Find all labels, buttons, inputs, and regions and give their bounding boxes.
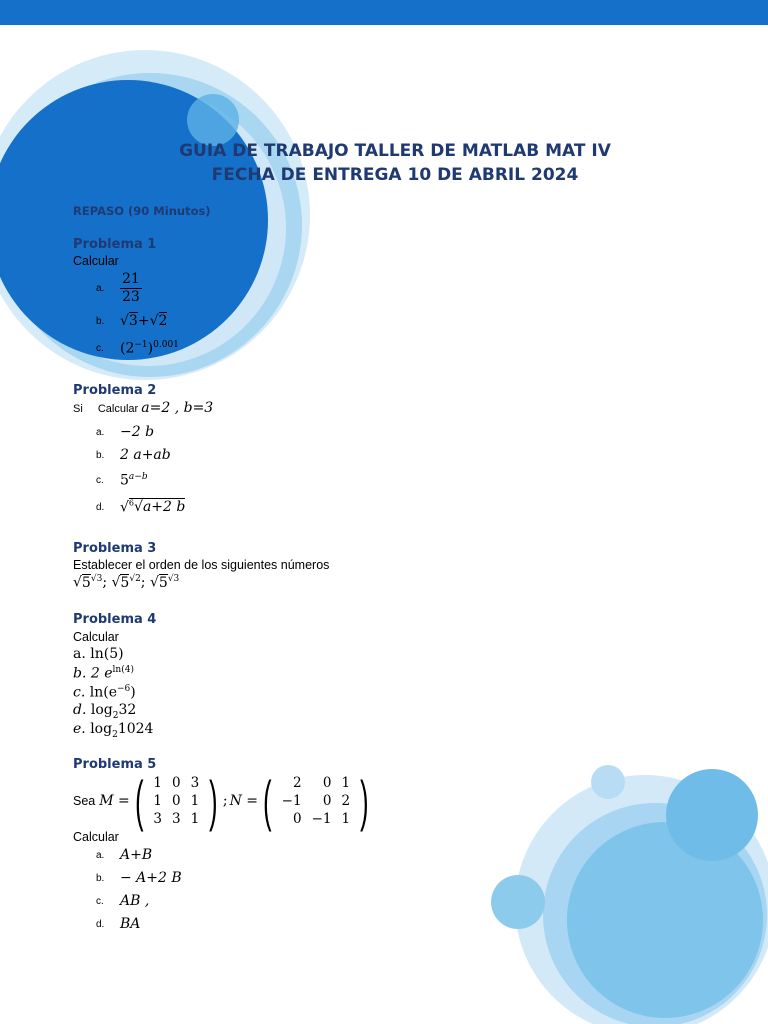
matrix-cell: 0 <box>322 793 332 809</box>
fraction <box>120 271 142 306</box>
item-label: c. <box>73 684 86 701</box>
plus-sign: + <box>137 313 150 329</box>
problem5-instruction: Calcular <box>73 830 119 844</box>
problem3-expression: $√5^{√3}$; $√5^{√2}$; $√5^{√3}$ <box>73 574 180 591</box>
close-paren: ) <box>130 684 136 701</box>
problem2-condition-line <box>73 400 213 416</box>
expression: BA <box>120 916 141 932</box>
matrix-m-table <box>148 774 204 828</box>
item-label: a. <box>96 849 105 861</box>
expression: ln(5) <box>90 646 124 662</box>
problem1-instruction: Calcular <box>73 254 119 268</box>
expression: − A+2 B <box>120 870 182 886</box>
matrix-cell: 3 <box>153 811 163 827</box>
problem1-title: Problema 1 <box>73 237 157 252</box>
matrix-cell: 2 <box>292 775 302 791</box>
log-argument: 32 <box>118 702 137 718</box>
exponent-1: √3 <box>90 574 103 584</box>
problem2-title: Problema 2 <box>73 383 157 398</box>
expression: A+B <box>120 847 153 863</box>
problem1-item-a <box>96 270 142 306</box>
problem4-item-d <box>73 702 136 721</box>
radicand-1: 5 <box>81 574 91 591</box>
problem5-title: Problema 5 <box>73 757 157 772</box>
sqrt-expression: √3+√2 <box>120 313 168 329</box>
matrix-cell: 2 <box>341 793 351 809</box>
fraction-numerator: 21 <box>122 270 140 287</box>
exponent-2: √2 <box>129 574 141 584</box>
si-text: Si <box>73 403 83 415</box>
problem1-item-b <box>96 309 167 333</box>
section-repaso: REPASO (90 Minutos) <box>73 204 211 218</box>
matrix-cell: 1 <box>153 775 163 791</box>
item-label: d. <box>96 501 105 513</box>
matrix-cell: 1 <box>190 811 200 827</box>
expression: 2 a+ab <box>120 447 171 463</box>
expression: AB , <box>120 893 150 909</box>
matrix-cell: 0 <box>172 775 181 791</box>
left-paren: ( <box>263 769 272 832</box>
item-label: c. <box>96 342 104 354</box>
condition-expression: a=2 , b=3 <box>141 400 214 416</box>
right-paren: ) <box>360 769 369 832</box>
matrix-cell: −1 <box>311 811 332 827</box>
matrix-cell: 0 <box>322 775 332 791</box>
problem5-item-a <box>96 843 152 867</box>
power-expression: $(2^{-1})^{0.001}$ <box>120 339 179 357</box>
root-index: 6 <box>128 498 135 508</box>
matrix-cell: 3 <box>172 811 181 827</box>
matrix-m <box>130 769 223 832</box>
problem4-item-e <box>73 721 153 740</box>
problem3-title: Problema 3 <box>73 541 157 556</box>
problem4-title: Problema 4 <box>73 612 157 627</box>
inner-exponent: −1 <box>134 339 148 350</box>
problem5-item-d <box>96 912 140 936</box>
radicand-1: 3 <box>128 313 138 329</box>
log-argument: 1024 <box>117 721 154 737</box>
matrix-cell: 1 <box>153 793 163 809</box>
exponent: −6 <box>117 684 131 694</box>
base: 5 <box>120 472 129 489</box>
sea-text: Sea <box>73 794 96 808</box>
problem4-item-a <box>73 646 124 662</box>
radicand-2: 2 <box>158 313 168 329</box>
problem5-matrices <box>73 769 374 832</box>
matrix-cell: 0 <box>172 793 181 809</box>
coefficient: 2 e <box>90 665 113 682</box>
page-title-line2: FECHA DE ENTREGA 10 DE ABRIL 2024 <box>211 165 579 185</box>
problem2-item-d <box>96 495 185 519</box>
matrix-cell: 1 <box>341 775 351 791</box>
radicand-2: 5 <box>120 574 130 591</box>
log-base: 2 <box>112 729 118 740</box>
right-paren: ) <box>209 769 218 832</box>
matrix-n-table <box>277 774 355 828</box>
log-base: 2 <box>112 710 119 721</box>
base: 2 <box>125 340 135 357</box>
problem4-item-b <box>73 665 134 682</box>
item-label: b. <box>96 449 105 461</box>
problem2-item-b <box>96 443 171 467</box>
problem5-item-b <box>96 866 182 890</box>
item-label: e. <box>73 721 86 737</box>
nested-root-expression: √$^6$√a+2 b <box>120 498 186 516</box>
problem4-item-c <box>73 684 136 701</box>
problem1-item-c <box>96 336 179 360</box>
item-label: d. <box>73 702 87 718</box>
problem2-item-a <box>96 420 154 444</box>
problem3-text: Establecer el orden de los siguientes números <box>73 558 330 572</box>
problem2-item-c <box>96 468 148 492</box>
log-text: log <box>90 721 113 737</box>
problem5-item-c <box>96 889 149 913</box>
matrix-n-label: N = <box>229 793 259 809</box>
item-label: c. <box>96 895 104 907</box>
left-paren: ( <box>134 769 144 832</box>
fraction-denominator: 23 <box>122 288 140 305</box>
radicand: a+2 b <box>142 499 186 516</box>
matrix-cell: 1 <box>341 811 351 827</box>
page-title-line1: GUIA DE TRABAJO TALLER DE MATLAB MAT IV <box>179 141 611 161</box>
exponent: a−b <box>128 471 148 482</box>
expression: ln(e <box>89 684 117 701</box>
item-label: a. <box>96 426 105 438</box>
item-label: b. <box>73 665 87 682</box>
matrix-m-label: M = <box>99 793 130 809</box>
matrix-cell: 1 <box>190 793 200 809</box>
matrix-cell: 0 <box>292 811 302 827</box>
matrix-cell: 3 <box>190 775 200 791</box>
item-label: c. <box>96 474 104 486</box>
radicand-3: 5 <box>158 574 168 591</box>
matrix-n <box>258 769 374 832</box>
separator-2: ; <box>140 574 146 591</box>
log-text: log <box>90 702 113 718</box>
calcular-text: Calcular <box>97 403 139 415</box>
power-expression <box>120 472 148 489</box>
item-label: b. <box>96 872 105 884</box>
item-label: a. <box>73 646 86 662</box>
problem4-instruction: Calcular <box>73 630 119 644</box>
matrix-cell: −1 <box>281 793 302 809</box>
exponent: ln(4) <box>112 665 134 675</box>
exponent-3: √3 <box>167 574 180 584</box>
item-label: b. <box>96 315 105 327</box>
expression: −2 b <box>120 424 155 440</box>
separator-1: ; <box>102 574 108 591</box>
outer-exponent: 0.001 <box>153 339 179 350</box>
separator: ; <box>222 793 228 809</box>
item-label: a. <box>96 282 105 294</box>
item-label: d. <box>96 918 105 930</box>
